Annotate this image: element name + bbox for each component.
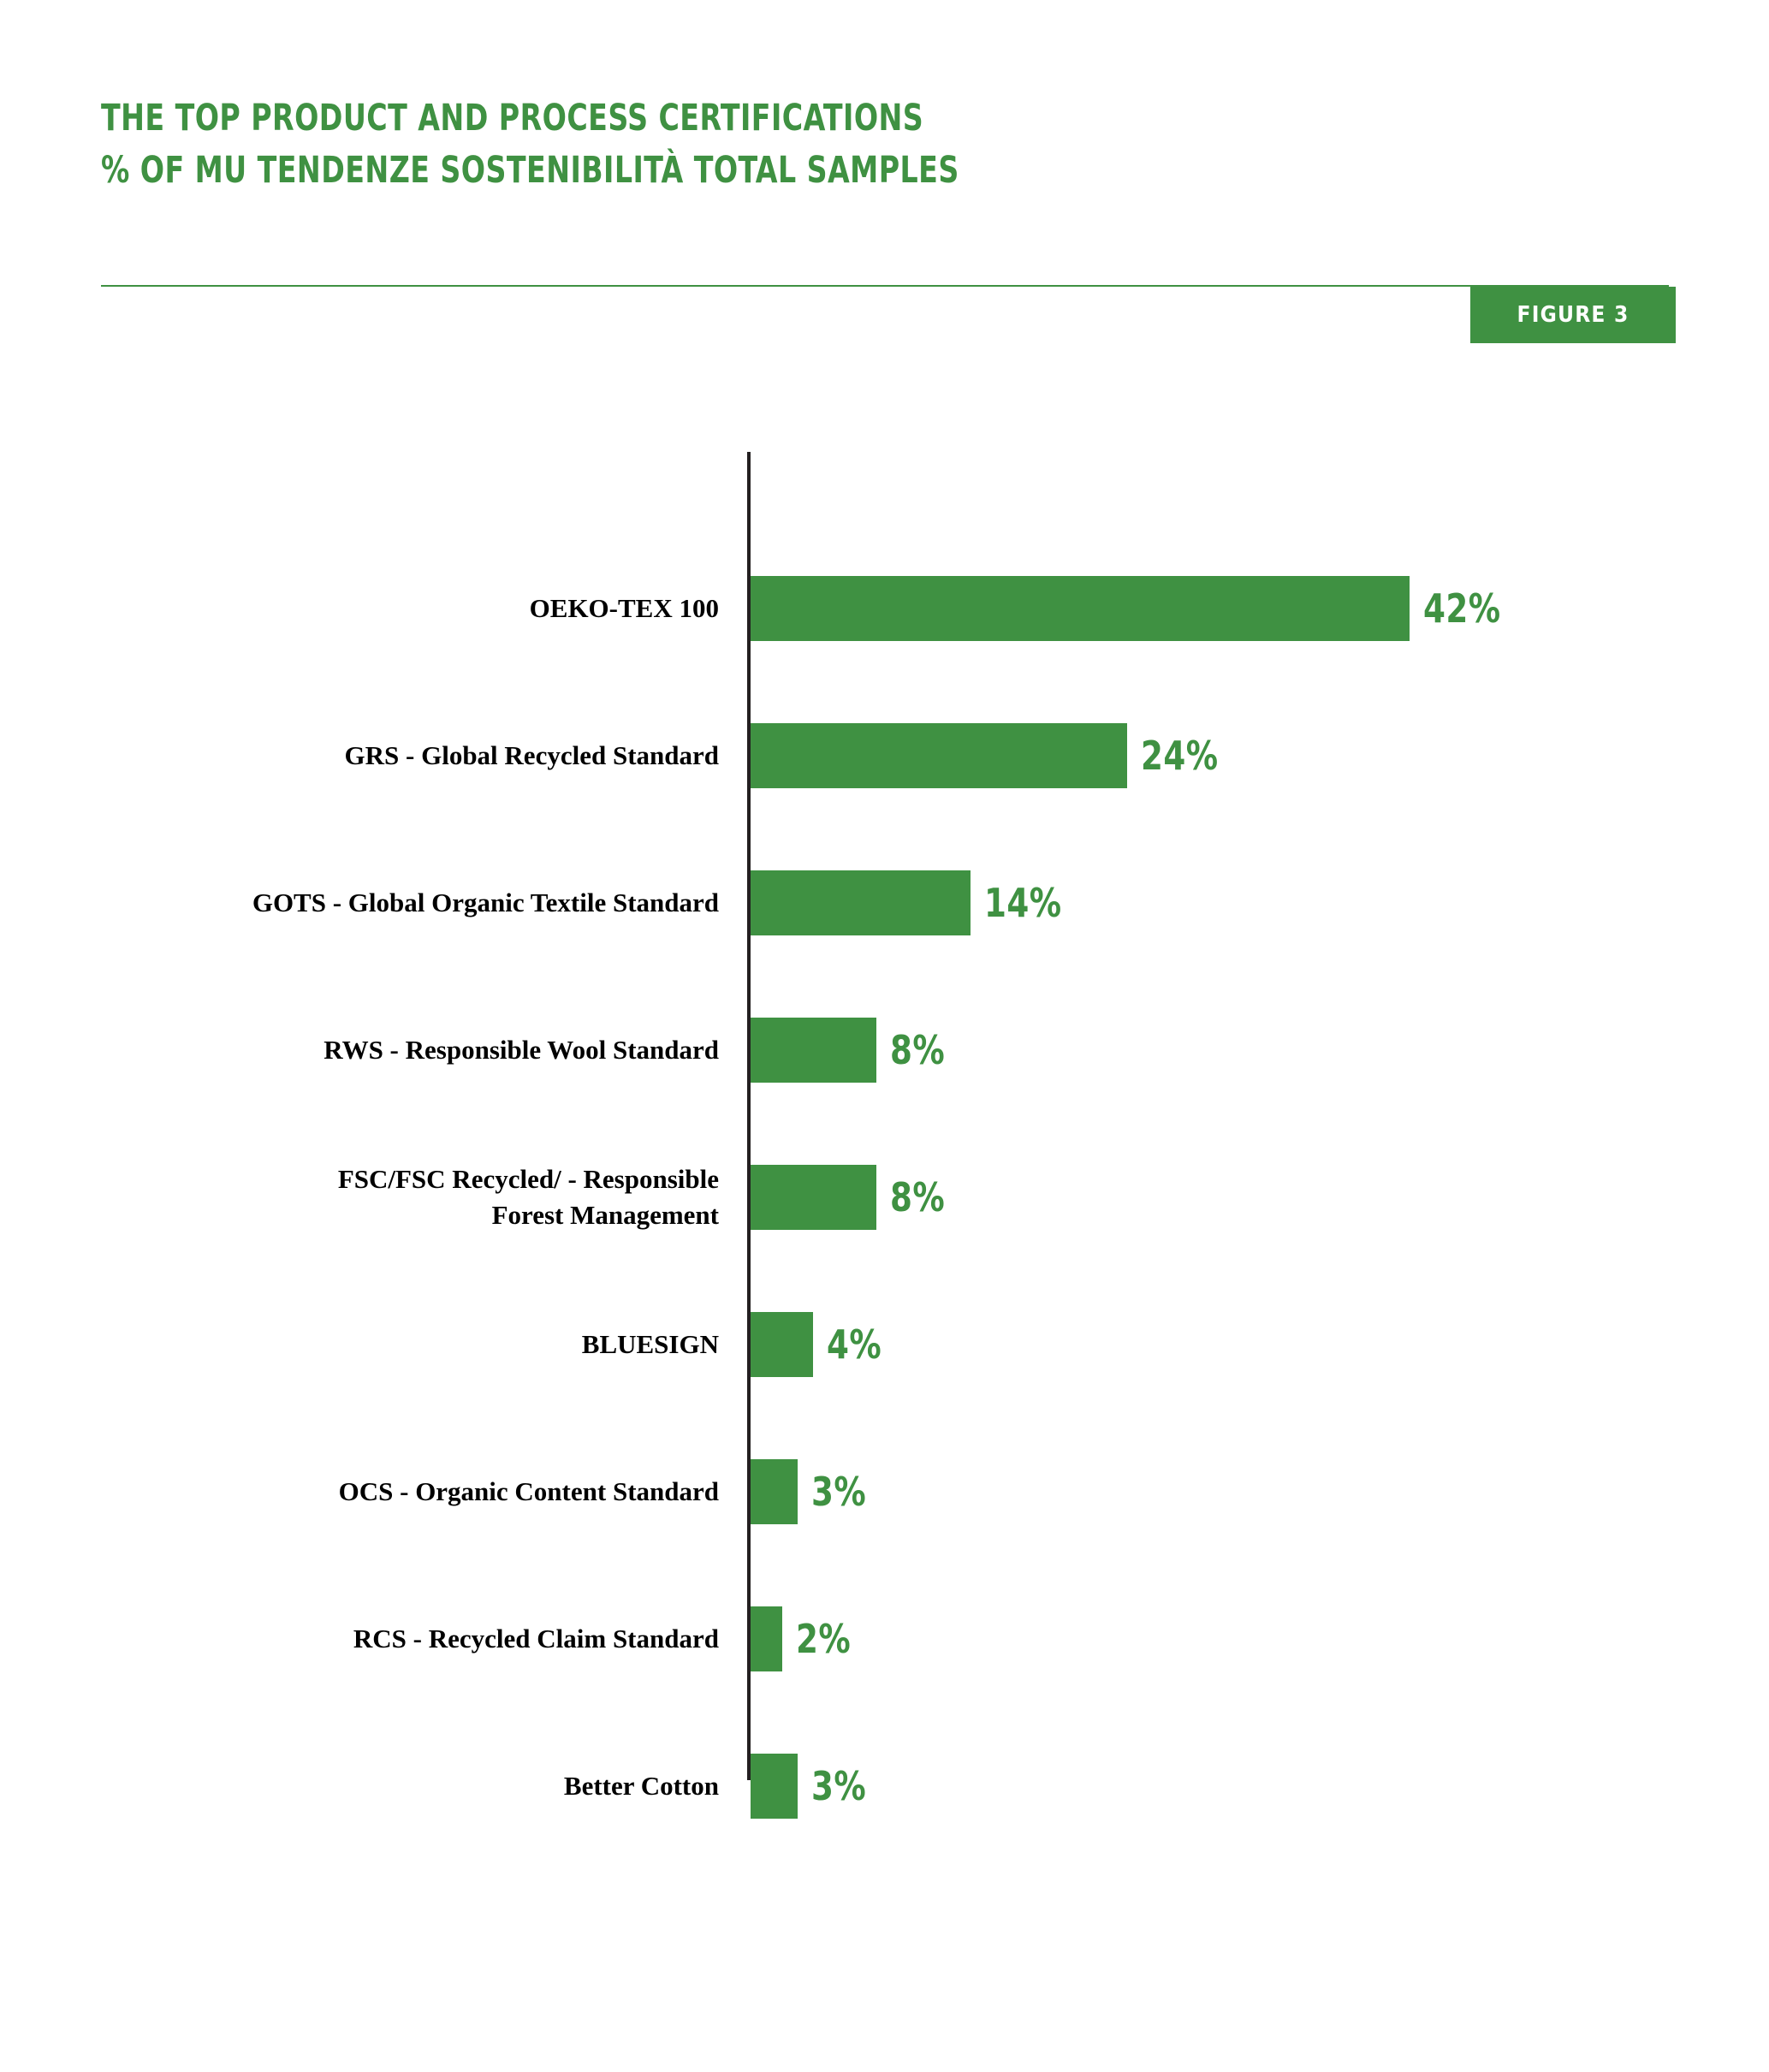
bar (751, 1459, 798, 1524)
bar-row (101, 1124, 1669, 1271)
bar (751, 1165, 876, 1230)
bar-category-label: OEKO-TEX 100 (529, 593, 719, 624)
bar-row (101, 682, 1669, 829)
bar-and-value (751, 535, 1510, 682)
bar-and-value (751, 1565, 857, 1713)
bar-category-label: Better Cotton (563, 1771, 719, 1802)
bar-category-label: GOTS - Global Organic Textile Standard (252, 888, 719, 918)
bar (751, 870, 971, 935)
bar-and-value (751, 829, 1071, 977)
bar-value-label: 14% (984, 880, 1062, 926)
bar-row (101, 535, 1669, 682)
chart-title (101, 92, 1556, 197)
header-divider (101, 285, 1669, 287)
bar-row (101, 1271, 1669, 1418)
bar-and-value (751, 977, 951, 1124)
bar (751, 576, 1410, 641)
bar-category-label: GRS - Global Recycled Standard (344, 740, 719, 771)
bar-category-label-line-1: FSC/FSC Recycled/ - Responsible (337, 1164, 719, 1195)
bar (751, 1018, 876, 1083)
bar-category-label-line-2: Forest Management (491, 1200, 719, 1230)
bar-value-label: 4% (827, 1321, 882, 1368)
bar-category-label: RCS - Recycled Claim Standard (353, 1624, 719, 1654)
bar-and-value (751, 682, 1227, 829)
bar-row (101, 1565, 1669, 1713)
bar-chart (101, 445, 1669, 1809)
chart-title-line-1: THE TOP PRODUCT AND PROCESS CERTIFICATIONS (101, 97, 924, 140)
bar-category-label: RWS - Responsible Wool Standard (324, 1035, 719, 1066)
bar-category-label: OCS - Organic Content Standard (338, 1476, 719, 1507)
bar-value-label: 2% (796, 1616, 852, 1662)
bar (751, 1312, 813, 1377)
bar-value-label: 8% (890, 1027, 946, 1073)
bar (751, 1606, 782, 1671)
bar-and-value (751, 1418, 872, 1565)
bar-row (101, 1713, 1669, 1860)
figure-number-badge: FIGURE 3 (1470, 287, 1676, 343)
bar-value-label: 42% (1423, 585, 1501, 632)
bar-category-label: BLUESIGN (581, 1329, 719, 1360)
bar-and-value (751, 1124, 951, 1271)
bar-row (101, 1418, 1669, 1565)
bar-row (101, 977, 1669, 1124)
bar-value-label: 8% (890, 1174, 946, 1220)
bar-and-value (751, 1713, 872, 1860)
bar-value-label: 3% (811, 1763, 867, 1809)
bar-rows (101, 535, 1669, 1860)
bar-and-value (751, 1271, 887, 1418)
bar (751, 1754, 798, 1819)
bar-row (101, 829, 1669, 977)
chart-title-line-2: % OF MU TENDENZE SOSTENIBILITÀ TOTAL SAMPLES (101, 149, 959, 193)
bar-value-label: 24% (1141, 733, 1219, 779)
bar (751, 723, 1127, 788)
bar-value-label: 3% (811, 1469, 867, 1515)
bar-category-label (101, 1124, 726, 1271)
